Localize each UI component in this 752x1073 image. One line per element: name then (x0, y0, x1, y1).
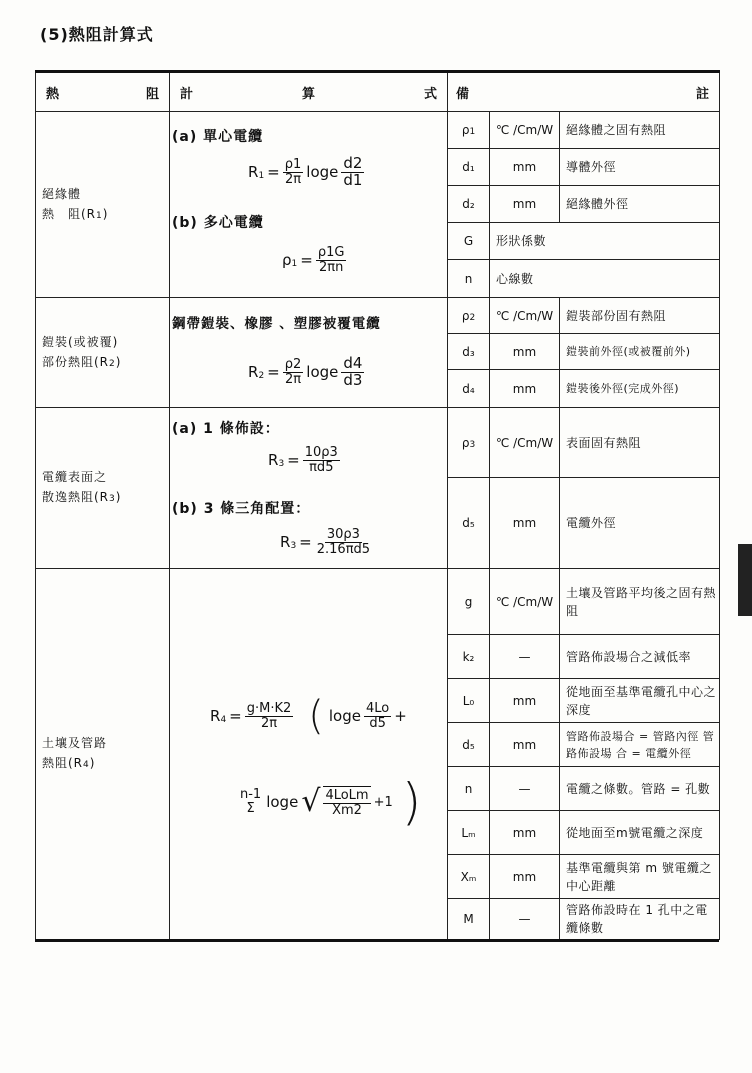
label-text: ) (89, 756, 96, 770)
section-label-surface (36, 408, 170, 569)
fraction (283, 358, 304, 386)
label-text: ) (115, 354, 122, 369)
note-description: 基準電纜與第 m 號電纜之中心距離 (560, 855, 720, 899)
label-subscript: 2 (109, 358, 116, 369)
label-line: 絕緣體 (42, 186, 82, 201)
equation-r4-sum (238, 773, 422, 831)
fraction (245, 702, 294, 730)
note-symbol: d₄ (448, 370, 490, 408)
note-unit: mm (490, 334, 560, 370)
bottom-rule (35, 939, 719, 942)
note-symbol: d₁ (448, 149, 490, 186)
eq-lhs: R (268, 451, 279, 470)
label-text: 熱阻(R (42, 756, 84, 770)
header-char: 註 (696, 86, 710, 102)
symbol-subscript: 1 (469, 127, 476, 137)
equation-r2 (248, 356, 364, 389)
header-notes (448, 72, 720, 112)
note-description: 管路佈設場合 = 管路內徑 管路佈設場 合 = 電纜外徑 (560, 723, 720, 767)
thermal-resistance-table (35, 70, 720, 940)
formula-cell-surface (170, 408, 448, 569)
fraction (323, 786, 370, 817)
note-symbol: k₂ (448, 635, 490, 679)
header-char: 熱 (46, 86, 60, 102)
eq-lhs: R (280, 533, 291, 552)
note-unit: — (490, 767, 560, 811)
fraction (341, 356, 364, 389)
denominator: 2π (284, 371, 302, 387)
note-symbol: d₅ (448, 723, 490, 767)
section-label-armor (36, 298, 170, 408)
note-description: 管路佈設場合之減低率 (560, 635, 720, 679)
note-description: 鎧裝後外徑(完成外徑) (560, 370, 720, 408)
note-unit: mm (490, 811, 560, 855)
label-subscript: 3 (109, 494, 116, 504)
note-unit: — (490, 899, 560, 940)
note-symbol: d₃ (448, 334, 490, 370)
note-symbol: Lₘ (448, 811, 490, 855)
note-symbol: G (448, 223, 490, 260)
equals-sign: = (267, 163, 280, 182)
symbol-subscript: 2 (469, 312, 476, 323)
note-symbol: n (448, 260, 490, 298)
header-char: 阻 (145, 86, 159, 102)
eq-subscript: 4 (220, 715, 227, 725)
note-description: 從地面至基準電纜孔中心之深度 (560, 679, 720, 723)
numerator: ρ1 (284, 157, 302, 173)
plus-sign: + (394, 707, 407, 725)
numerator: g·M·K2 (246, 700, 292, 716)
log-text: loge (306, 163, 339, 182)
table-row (36, 569, 720, 635)
numerator: ρ2 (284, 357, 302, 373)
fraction (364, 702, 391, 730)
header-char: 算 (301, 86, 315, 102)
summation (238, 788, 263, 815)
log-text: loge (266, 793, 299, 811)
equals-sign: = (287, 451, 300, 470)
label-line (42, 753, 169, 775)
equation-r3-single (268, 446, 340, 474)
note-unit: ℃ /Cm/W (490, 112, 560, 149)
case-label: 鋼帶鎧裝、橡膠 、塑膠被覆電纜 (172, 316, 381, 332)
note-symbol: L₀ (448, 679, 490, 723)
note-description: 鎧裝前外徑(或被覆前外) (560, 334, 720, 370)
case-label: (b) 3 條三角配置： (172, 501, 311, 517)
label-text: 部份熱阻(R (42, 354, 110, 369)
header-char: 備 (456, 86, 470, 102)
label-line (42, 204, 169, 226)
numerator: 4LoLm (325, 788, 369, 804)
note-symbol: d₅ (448, 478, 490, 569)
numerator: 10ρ3 (304, 445, 338, 460)
numerator: 4Lo (366, 700, 390, 716)
denominator: 2.16πd5 (316, 541, 371, 557)
symbol-text: ρ (461, 435, 470, 450)
note-description: 管路佈設時在 1 孔中之電纜條數 (560, 899, 720, 940)
eq-subscript: 3 (278, 459, 285, 470)
note-unit: mm (490, 149, 560, 186)
symbol-text: ρ (461, 123, 470, 137)
note-symbol: Xₘ (448, 855, 490, 899)
label-line (42, 352, 169, 374)
note-description: 電纜之條數。管路 = 孔數 (560, 767, 720, 811)
label-subscript: 4 (83, 760, 90, 770)
fraction (315, 528, 372, 556)
fraction (316, 246, 347, 274)
equation-rho1 (282, 246, 346, 274)
note-symbol: g (448, 569, 490, 635)
note-description: 土壤及管路平均後之固有熱阻 (560, 569, 720, 635)
page-edge-mark (738, 544, 752, 616)
fraction (283, 158, 304, 186)
label-line: 鎧裝(或被覆) (42, 334, 119, 349)
eq-subscript: 3 (290, 541, 297, 552)
label-text: 熱 阻(R (42, 206, 97, 221)
note-description: 導體外徑 (560, 149, 720, 186)
note-description: 絕緣體外徑 (560, 186, 720, 223)
header-formula (170, 72, 448, 112)
equals-sign: = (300, 251, 313, 270)
denominator: 2π (284, 171, 302, 187)
header-thermal-resistance (36, 72, 170, 112)
note-unit: mm (490, 478, 560, 569)
header-char: 計 (180, 86, 194, 102)
table-row (36, 298, 720, 334)
note-description: 絕緣體之固有熱阻 (560, 112, 720, 149)
note-unit: ℃ /Cm/W (490, 569, 560, 635)
numerator: ρ1G (317, 245, 345, 260)
symbol-subscript: 3 (469, 439, 476, 450)
eq-lhs: R (248, 163, 259, 182)
label-subscript: 1 (96, 210, 103, 221)
eq-lhs: R (248, 363, 259, 382)
table-header-row (36, 72, 720, 112)
note-unit: ℃ /Cm/W (490, 298, 560, 334)
log-text: loge (306, 363, 339, 382)
table-row (36, 408, 720, 478)
eq-lhs: R (210, 707, 221, 725)
numerator: d4 (343, 354, 363, 372)
close-paren: ) (401, 773, 422, 831)
note-unit: — (490, 635, 560, 679)
note-symbol: n (448, 767, 490, 811)
equation-r1 (248, 156, 364, 189)
note-description: 表面固有熱阻 (560, 408, 720, 478)
label-text: ) (102, 206, 109, 221)
header-char: 式 (423, 86, 437, 102)
note-description: 從地面至m號電纜之深度 (560, 811, 720, 855)
note-symbol (448, 298, 490, 334)
note-unit: ℃ /Cm/W (490, 408, 560, 478)
denominator: d3 (343, 370, 363, 389)
note-symbol (448, 408, 490, 478)
case-label: (a) 單心電纜 (172, 129, 264, 145)
note-description: 形狀係數 (490, 223, 720, 260)
formula-cell-armor (170, 298, 448, 408)
note-description: 電纜外徑 (560, 478, 720, 569)
denominator: πd5 (309, 459, 334, 475)
equals-sign: = (229, 707, 242, 725)
page-title: (5)熱阻計算式 (40, 25, 154, 44)
numerator: 30ρ3 (326, 527, 360, 542)
denominator: d1 (343, 170, 363, 189)
denominator: 2π (260, 715, 278, 731)
section-label-insulation (36, 112, 170, 298)
label-line: 電纜表面之 (42, 470, 108, 484)
note-unit: mm (490, 186, 560, 223)
note-unit: mm (490, 370, 560, 408)
numerator: d2 (343, 154, 363, 172)
case-label: (a) 1 條佈設： (172, 421, 280, 437)
sum-upper: n-1 (240, 787, 262, 803)
note-unit: mm (490, 679, 560, 723)
log-text: loge (328, 707, 361, 725)
note-symbol (448, 112, 490, 149)
table-row (36, 112, 720, 149)
open-paren: ( (308, 693, 324, 739)
note-symbol: d₂ (448, 186, 490, 223)
note-symbol: M (448, 899, 490, 940)
formula-cell-soil (170, 569, 448, 940)
sum-symbol: Σ (246, 801, 255, 816)
symbol-text: ρ (461, 308, 470, 323)
eq-subscript: 2 (258, 371, 265, 382)
note-unit: mm (490, 855, 560, 899)
plus-one: +1 (373, 794, 393, 810)
denominator: 2πn (318, 259, 344, 275)
case-label: (b) 多心電纜 (172, 215, 264, 231)
equals-sign: = (267, 363, 280, 382)
label-text: 散逸熱阻(R (42, 490, 110, 504)
equation-r4 (210, 693, 407, 739)
label-line (42, 487, 169, 509)
note-description: 鎧裝部份固有熱阻 (560, 298, 720, 334)
note-description: 心線數 (490, 260, 720, 298)
fraction (303, 446, 340, 474)
section-label-soil (36, 569, 170, 940)
note-unit: mm (490, 723, 560, 767)
formula-cell-insulation (170, 112, 448, 298)
eq-subscript: 1 (258, 171, 265, 182)
equals-sign: = (299, 533, 312, 552)
eq-lhs: ρ (282, 251, 292, 270)
label-text: ) (115, 490, 122, 504)
fraction (341, 156, 364, 189)
eq-subscript: 1 (291, 259, 298, 270)
label-line: 土壤及管路 (42, 736, 108, 750)
denominator: d5 (369, 715, 386, 731)
denominator: Xm2 (332, 803, 362, 818)
sqrt-icon: √ (301, 784, 321, 819)
equation-r3-triangle (280, 528, 372, 556)
